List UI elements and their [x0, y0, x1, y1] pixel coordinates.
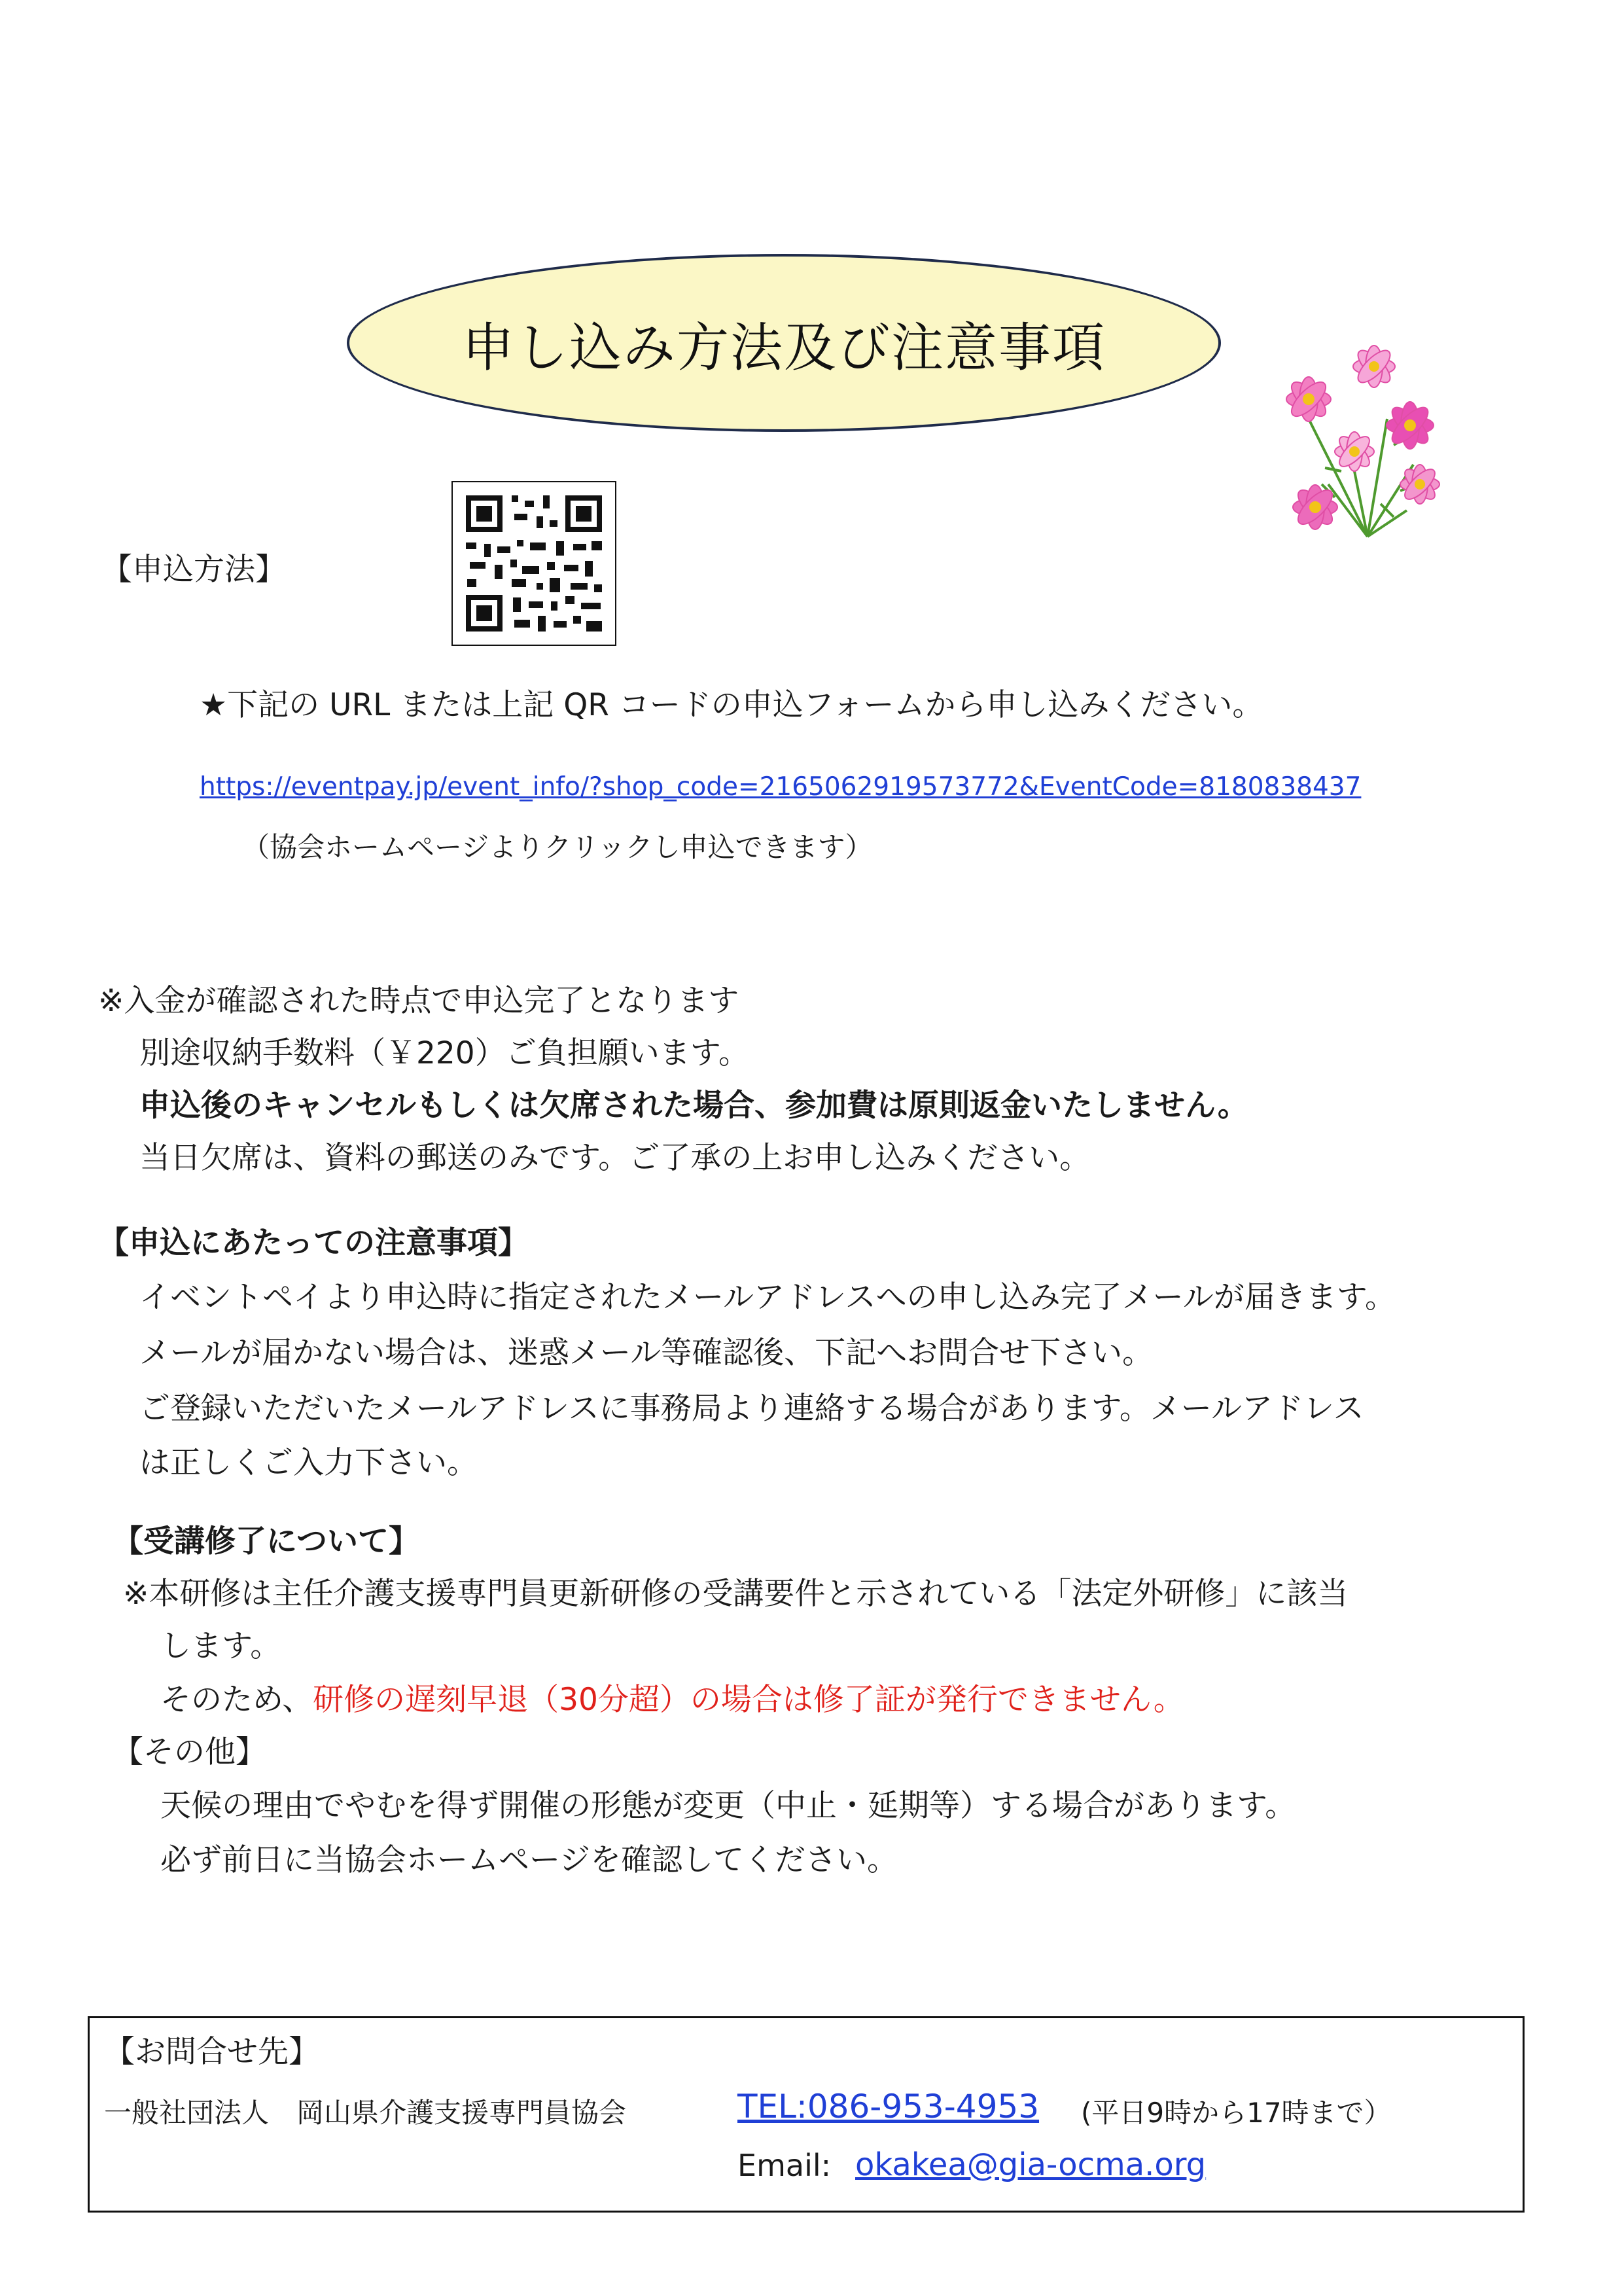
- contact-email-link[interactable]: okakea@gia-ocma.org: [855, 2146, 1207, 2183]
- payment-line-2: 別途収納手数料（￥220）ご負担願います。: [139, 1035, 749, 1071]
- payment-line-3: 申込後のキャンセルもしくは欠席された場合、参加費は原則返金いたしません。: [139, 1088, 1248, 1124]
- contact-tel-link[interactable]: TEL:086-953-4953: [737, 2088, 1040, 2126]
- contact-organization: 一般社団法人 岡山県介護支援専門員協会: [104, 2097, 627, 2129]
- contact-email-label: Email:: [737, 2148, 832, 2183]
- completion-warning: 研修の遅刻早退（30分超）の場合は修了証が発行できません。: [313, 1682, 1184, 1718]
- other-heading: 【その他】: [113, 1734, 266, 1770]
- cautions-line-4: は正しくご入力下さい。: [139, 1445, 478, 1481]
- cosmos-flower-illustration: [1269, 340, 1466, 543]
- application-instruction: ★下記の URL または上記 QR コードの申込フォームから申し込みください。: [200, 687, 1263, 723]
- contact-heading: 【お問合せ先】: [104, 2034, 319, 2070]
- page-title: 申し込み方法及び注意事項: [462, 317, 1106, 378]
- cautions-line-3: ご登録いただいたメールアドレスに事務局より連絡する場合があります。メールアドレス: [139, 1391, 1364, 1427]
- completion-line-2: します。: [160, 1628, 281, 1664]
- cautions-line-2: メールが届かない場合は、迷惑メール等確認後、下記へお問合せ下さい。: [139, 1335, 1154, 1371]
- completion-heading: 【受講修了について】: [113, 1523, 420, 1559]
- cautions-heading: 【申込にあたっての注意事項】: [98, 1225, 529, 1261]
- cautions-line-1: イベントペイより申込時に指定されたメールアドレスへの申し込み完了メールが届きます。: [139, 1279, 1396, 1315]
- other-line-1: 天候の理由でやむを得ず開催の形態が変更（中止・延期等）する場合があります。: [160, 1788, 1296, 1824]
- completion-line-3: [160, 1675, 1184, 1719]
- application-note: （協会ホームページよりクリックし申込できます）: [242, 831, 873, 863]
- application-heading: 【申込方法】: [101, 552, 286, 588]
- contact-hours: (平日9時から17時まで）: [1081, 2097, 1392, 2129]
- completion-line-1: ※本研修は主任介護支援専門員更新研修の受講要件と示されている「法定外研修」に該当: [123, 1576, 1349, 1612]
- payment-line-4: 当日欠席は、資料の郵送のみです。ご了承の上お申し込みください。: [139, 1140, 1091, 1176]
- payment-line-1: ※入金が確認された時点で申込完了となります: [98, 983, 739, 1019]
- application-url-link[interactable]: https://eventpay.jp/event_info/?shop_code=2165062919573772&EventCode=8180838437: [200, 772, 1362, 802]
- qr-code-icon[interactable]: [451, 481, 616, 646]
- other-line-2: 必ず前日に当協会ホームページを確認してください。: [160, 1842, 898, 1878]
- title-banner: [347, 254, 1221, 432]
- completion-line-3-prefix: そのため、: [160, 1682, 313, 1718]
- contact-box: [88, 2016, 1525, 2213]
